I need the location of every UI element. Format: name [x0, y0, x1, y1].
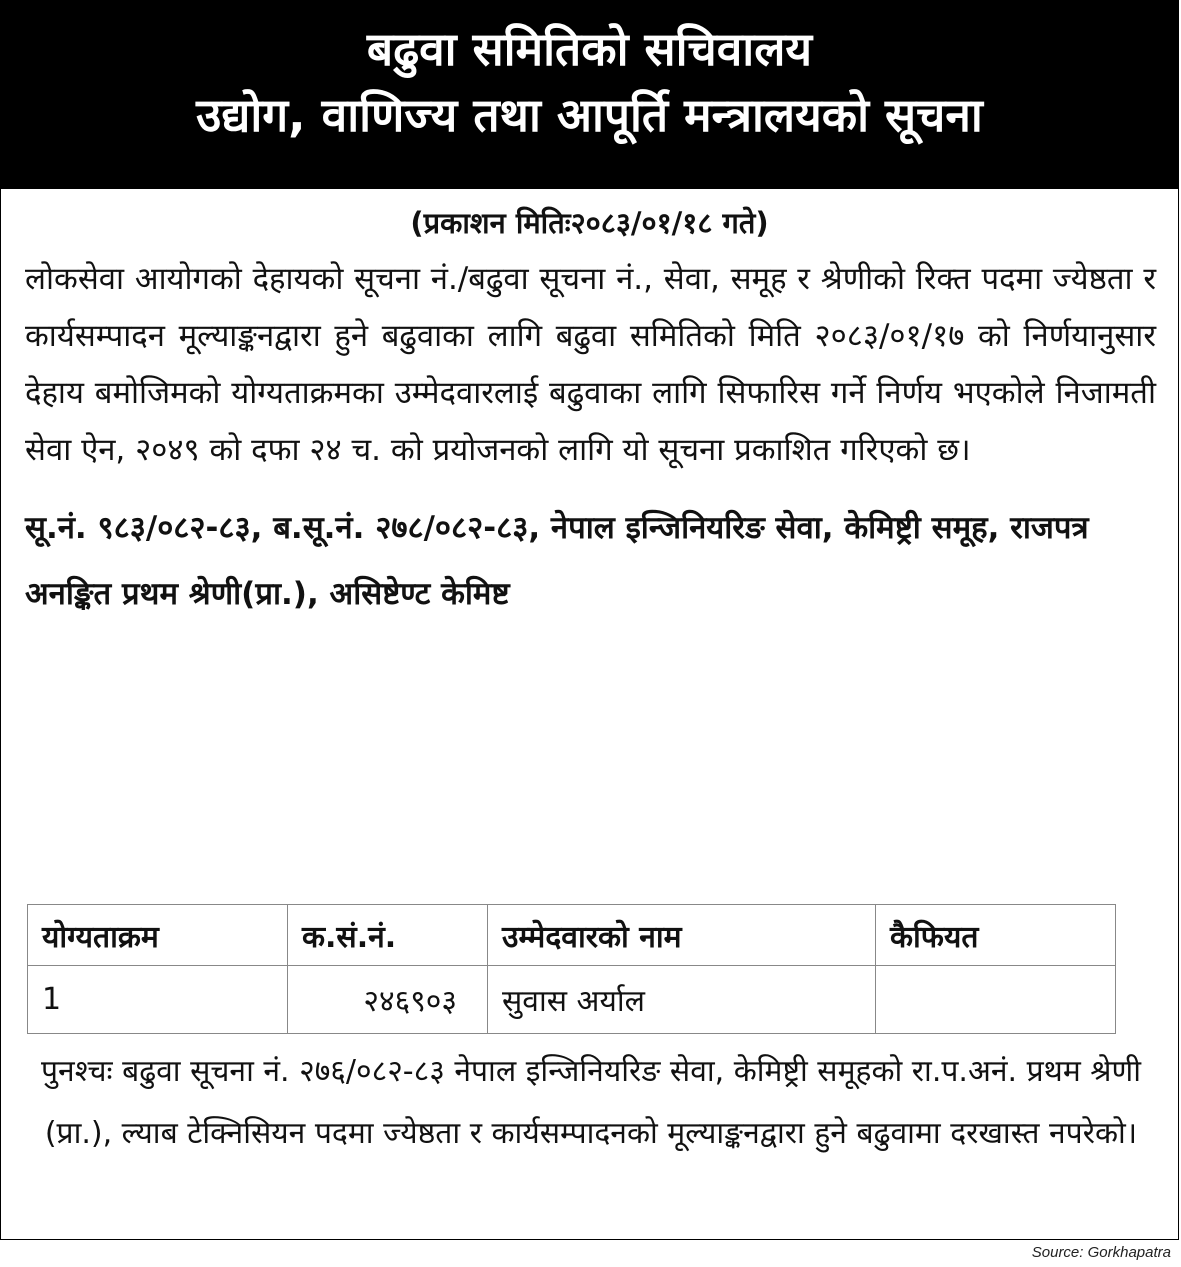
notice-footnote: पुनश्चः बढुवा सूचना नं. २७६/०८२-८३ नेपाल इन्जिनियरिङ सेवा, केमिष्ट्री समूहको रा.प.अनं. प्रथम श्रेणी (प्रा.), ल्याब टेक्निसियन पदमा ज्येष्ठता र कार्यसम्पादनको मूल्याङ्कनद्वारा हुने बढुवामा दरखास्त नपरेको। — [41, 1054, 1141, 1151]
header-title-secretariat: बढुवा समितिको सचिवालय — [366, 22, 813, 76]
table-header-roll-number: क.सं.नं. — [288, 905, 488, 966]
table-header-rank: योग्यताक्रम — [28, 905, 288, 966]
cell-remark — [876, 966, 1116, 1034]
notice-body-text: लोकसेवा आयोगको देहायको सूचना नं./बढुवा सूचना नं., सेवा, समूह र श्रेणीको रिक्त पदमा ज्येष्ठता र कार्यसम्पादन मूल्याङ्कनद्वारा हुने बढुवाका लागि बढुवा समितिको मिति २०८३/०१/१७ को निर्णयानुसार देहाय बमोजिमको योग्यताक्रमका उम्मेदवारलाई बढुवाका लागि सिफारिस गर्ने निर्णय भएकोले निजामती सेवा ऐन, २०४९ को दफा २४ च. को प्रयोजनको लागि यो सूचना प्रकाशित गरिएको छ। — [25, 261, 1156, 468]
source-credit: Source: Gorkhapatra — [1031, 1244, 1171, 1261]
cell-candidate-name: सुवास अर्याल — [488, 966, 876, 1034]
publication-date: (प्रकाशन मितिः२०८३/०१/१८ गते) — [410, 206, 769, 240]
cell-roll-number: २४६९०३ — [288, 966, 488, 1034]
notice-header — [1, 1, 1178, 189]
table-header-candidate-name: उम्मेदवारको नाम — [488, 905, 876, 966]
header-title-ministry: उद्योग, वाणिज्य तथा आपूर्ति मन्त्रालयको सूचना — [196, 88, 983, 142]
notice-position-heading: सू.नं. ९८३/०८२-८३, ब.सू.नं. २७८/०८२-८३, नेपाल इन्जिनियरिङ सेवा, केमिष्ट्री समूह, राजपत्र अनङ्कित प्रथम श्रेणी(प्रा.), असिष्टेण्ट केमिष्ट — [25, 510, 1089, 612]
table-header-row — [28, 905, 1116, 966]
candidate-table — [27, 904, 1116, 1034]
table-header-remark: कैफियत — [876, 905, 1116, 966]
table-row — [28, 966, 1116, 1034]
cell-rank: 1 — [28, 966, 288, 1034]
